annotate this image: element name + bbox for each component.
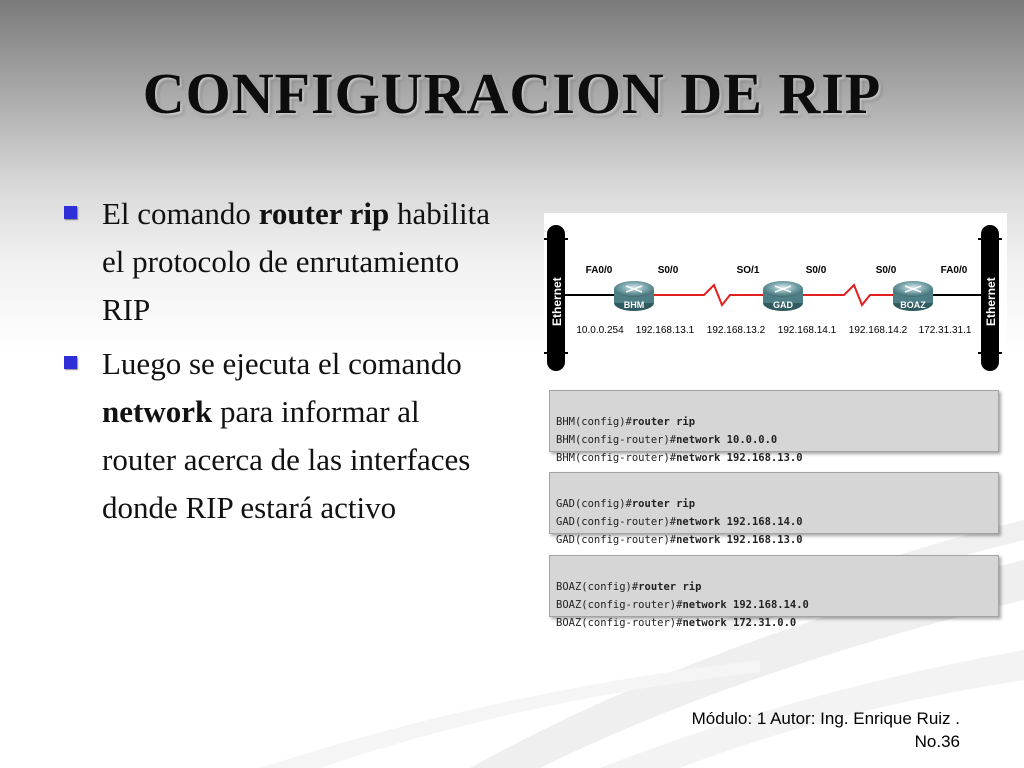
address-label: 192.168.14.1 bbox=[777, 325, 837, 336]
interface-label: FA0/0 bbox=[940, 265, 968, 276]
bullet-text: para informar al router acerca de las interfaces donde RIP estará activo bbox=[102, 394, 471, 525]
config-line: GAD(config-router)#network 192.168.13.0 bbox=[556, 534, 803, 546]
router-label: GAD bbox=[773, 300, 793, 310]
router-gad-icon bbox=[763, 281, 803, 311]
config-box-boaz bbox=[549, 555, 999, 629]
config-line: BOAZ(config)#router rip bbox=[556, 581, 702, 593]
config-box-bhm bbox=[549, 390, 999, 464]
address-label: 192.168.14.2 bbox=[848, 325, 908, 336]
bullet-text: Luego se ejecuta el comando bbox=[102, 346, 462, 381]
footer-author: Módulo: 1 Autor: Ing. Enrique Ruiz . bbox=[691, 709, 960, 728]
network-topology-diagram bbox=[544, 213, 1007, 373]
slide-footer bbox=[692, 707, 960, 753]
bullet-item bbox=[60, 190, 500, 334]
config-line: BOAZ(config-router)#network 192.168.14.0 bbox=[556, 599, 809, 611]
config-line: BOAZ(config-router)#network 172.31.0.0 bbox=[556, 617, 797, 629]
bullet-keyword: network bbox=[102, 394, 213, 429]
router-boaz-icon bbox=[893, 281, 933, 311]
bullet-list bbox=[60, 190, 500, 538]
interface-label: S0/0 bbox=[657, 265, 679, 276]
bullet-keyword: router rip bbox=[258, 196, 390, 231]
address-label: 172.31.31.1 bbox=[918, 325, 972, 336]
config-line: GAD(config)#router rip bbox=[556, 498, 696, 510]
address-label: 192.168.13.2 bbox=[706, 325, 766, 336]
router-bhm-icon bbox=[614, 281, 654, 311]
slide-title: CONFIGURACION DE RIP bbox=[142, 61, 882, 126]
config-line: GAD(config-router)#network 192.168.14.0 bbox=[556, 516, 803, 528]
serial-link bbox=[802, 285, 894, 305]
bullet-square-icon bbox=[64, 206, 77, 219]
router-label: BOAZ bbox=[900, 300, 926, 310]
bullet-item bbox=[60, 340, 500, 532]
bullet-text: habilita el protocolo de enrutamiento RIP bbox=[102, 196, 491, 327]
router-label: BHM bbox=[623, 300, 645, 310]
config-box-gad bbox=[549, 472, 999, 546]
config-line: BHM(config)#router rip bbox=[556, 416, 696, 428]
address-label: 10.0.0.254 bbox=[576, 325, 624, 336]
bullet-text: El comando bbox=[102, 196, 259, 231]
ethernet-label-right: Ethernet bbox=[984, 277, 998, 326]
serial-link bbox=[654, 285, 764, 305]
bullet-square-icon bbox=[64, 356, 77, 369]
interface-label: SO/1 bbox=[736, 265, 760, 276]
footer-slide-number: No.36 bbox=[914, 732, 960, 751]
config-line: BHM(config-router)#network 192.168.13.0 bbox=[556, 452, 803, 464]
interface-label: S0/0 bbox=[875, 265, 897, 276]
interface-label: FA0/0 bbox=[585, 265, 613, 276]
ethernet-label-left: Ethernet bbox=[550, 277, 564, 326]
address-label: 192.168.13.1 bbox=[635, 325, 695, 336]
interface-label: S0/0 bbox=[805, 265, 827, 276]
config-line: BHM(config-router)#network 10.0.0.0 bbox=[556, 434, 778, 446]
